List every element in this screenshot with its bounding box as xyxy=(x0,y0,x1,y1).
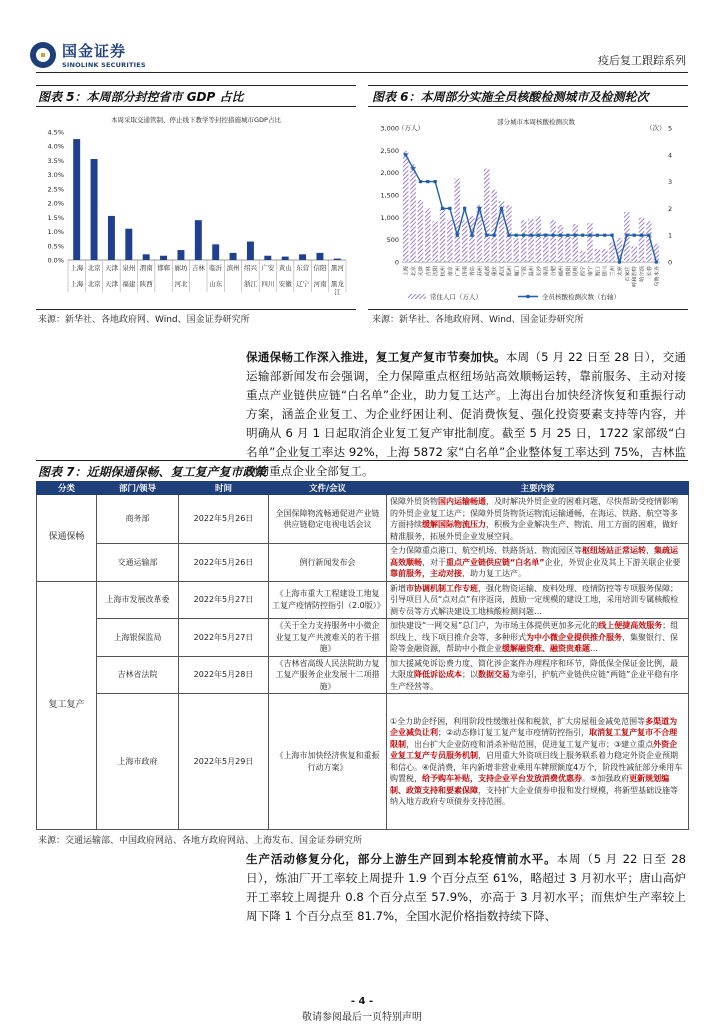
highlight-text: 市协调机制工作专班 xyxy=(406,583,478,593)
highlight-text: 靠前服务，主动对接 xyxy=(390,569,462,578)
x-tick-label: 重庆 xyxy=(492,266,499,277)
content-text: ；②动态修订复工复产复市疫情防控指引， xyxy=(438,728,590,737)
x-tick-label: 南宁 xyxy=(587,266,594,277)
line-point xyxy=(522,234,525,237)
x-tick-label: 合肥 xyxy=(551,266,558,277)
content-text: ；组织线上、线下项目推介会等，多种形式 xyxy=(390,621,679,642)
content-text: ，出台扩大企业防疫和消杀补贴范围，促进复工复产复市；③建立重点 xyxy=(406,739,654,749)
bar xyxy=(440,208,446,262)
y-tick-label: 4.0% xyxy=(47,142,64,151)
table-row xyxy=(37,495,689,544)
x-tick-label: 武汉 xyxy=(499,266,506,277)
date-cell: 2022年5月28日 xyxy=(179,656,269,694)
x-tick-label: 银川 xyxy=(602,266,609,277)
col-header-category: 分类 xyxy=(37,482,97,495)
dept-cell: 上海市发展改革委 xyxy=(97,581,179,619)
line-point xyxy=(574,234,577,237)
date-cell: 2022年5月26日 xyxy=(179,544,269,582)
x-tick-label: 渭南 xyxy=(139,264,153,272)
bar xyxy=(558,225,564,262)
y-left-tick-label: 3,000 xyxy=(380,124,399,133)
content-cell xyxy=(387,495,689,544)
bar xyxy=(125,229,132,260)
highlight-text: 缓解融资难、融资贵难题 xyxy=(502,644,590,653)
bar xyxy=(447,220,453,262)
y-left-tick-label: 1,000 xyxy=(380,213,399,222)
y-right-tick-label: 5 xyxy=(668,124,673,133)
bar xyxy=(536,216,542,262)
content-text: ，支持扩大企业债券申报和发行规模，将新型基础设施等纳入地方政府专项债券支持范围。 xyxy=(390,785,678,806)
legend-swatch-bar xyxy=(408,294,426,299)
x-tick-label: 贵阳 xyxy=(565,266,572,277)
x-tick-label: 安徽 xyxy=(278,280,292,288)
y-tick-label: 4.5% xyxy=(47,128,64,137)
x-tick-label: 绍兴 xyxy=(243,264,257,272)
fig5-chart xyxy=(36,108,356,308)
bar xyxy=(108,216,115,260)
fig6-top-rule xyxy=(368,85,688,86)
bar xyxy=(565,235,571,262)
y-right-tick-label: 0 xyxy=(668,258,673,267)
content-text: … xyxy=(590,644,598,653)
content-text: ，对于 xyxy=(422,557,446,567)
line-point xyxy=(515,234,518,237)
x-tick-label: 上海 xyxy=(70,280,84,288)
table-row xyxy=(37,544,689,582)
bar xyxy=(550,220,556,262)
line-point xyxy=(559,234,562,237)
x-tick-label: 吉林 xyxy=(425,266,432,277)
fig6-bottom-rule xyxy=(368,309,688,310)
x-tick-label: 浙江 xyxy=(243,280,257,288)
line-point xyxy=(404,153,407,156)
logo-cn: 国金证券 xyxy=(62,42,127,60)
x-tick-label: 东营 xyxy=(296,264,310,272)
highlight-text: 更新规划编制、政策支持和要素保障 xyxy=(390,774,670,795)
x-tick-label: 成都 xyxy=(484,266,491,277)
fig5-title: 图表 5：本周部分封控省市 GDP 占比 xyxy=(38,90,244,104)
x-tick-label: 温州 xyxy=(529,266,535,277)
doc-cell: 《吉林省高级人民法院助力复工复产服务企业发展十二项措施》 xyxy=(269,656,387,694)
doc-cell: 《上海市重大工程建设工地复工复产疫情防控指引（2.0版）》 xyxy=(269,581,387,619)
x-tick-label: 天津 xyxy=(418,266,425,277)
y-right-tick-label: 1 xyxy=(668,231,673,240)
x-tick-label: 广州 xyxy=(455,266,462,277)
dept-cell: 商务部 xyxy=(97,495,179,544)
policy-table xyxy=(36,481,689,830)
content-cell xyxy=(387,694,689,830)
content-text: ，助力复工达产。 xyxy=(462,569,526,578)
x-tick-label: 河南 xyxy=(313,280,327,288)
bar xyxy=(609,242,615,262)
content-text: 全力保障重点港口、航空机场、铁路货站、物流园区等 xyxy=(390,546,582,555)
line-point xyxy=(603,234,606,237)
fig7-title: 图表 7：近期保通保畅、复工复产复市政策 xyxy=(38,465,267,479)
x-tick-label: 北京 xyxy=(411,266,418,277)
bar xyxy=(418,200,424,262)
bar xyxy=(587,223,593,262)
x-tick-label: 西宁 xyxy=(580,266,587,277)
highlight-text: 集疏运高效顺畅 xyxy=(390,546,678,567)
dept-cell: 上海市政府 xyxy=(97,694,179,830)
y-tick-label: 3.0% xyxy=(47,171,64,180)
content-text: ①全力助企纾困，利用阶段性缓缴社保和税款，扩大房屋租金减免范围等 xyxy=(390,716,646,726)
x-tick-label: 南京 xyxy=(447,266,454,277)
fig6-title: 图表 6：本周部分实施全员核酸检测城市及检测轮次 xyxy=(372,90,649,104)
line-point xyxy=(618,260,621,263)
fig5-source: 来源：新华社、各地政府网、Wind、国金证券研究所 xyxy=(38,315,250,325)
x-tick-label: 泉州 xyxy=(122,264,136,272)
x-tick-label: 石家庄 xyxy=(624,266,631,282)
x-tick-label: 山东 xyxy=(209,280,223,288)
highlight-text: 线上便捷高效服务 xyxy=(598,621,663,630)
x-tick-label: 广安 xyxy=(261,264,275,272)
highlight-text: 多渠道为企业减负让利 xyxy=(390,716,678,737)
bar xyxy=(572,224,578,262)
content-cell xyxy=(387,619,689,657)
line-point xyxy=(478,207,481,210)
x-tick-label: 北京 xyxy=(87,280,101,288)
x-tick-label: 济南 xyxy=(462,266,469,277)
line-point xyxy=(456,234,459,237)
legend-label: 全员核酸检测次数（右轴） xyxy=(542,293,620,301)
x-tick-label: 青岛 xyxy=(470,266,477,277)
x-tick-label: 苏州 xyxy=(477,266,484,277)
highlight-text: 降低诉讼成本 xyxy=(414,670,462,679)
bar xyxy=(513,238,519,262)
company-logo xyxy=(30,40,146,69)
bar xyxy=(195,220,202,260)
bar xyxy=(580,251,586,262)
x-tick-label: 四川 xyxy=(261,280,275,288)
y-right-tick-label: 4 xyxy=(668,151,673,160)
bar xyxy=(425,208,431,262)
line-point xyxy=(426,180,429,183)
content-text: ，集聚银行、保险等金融资源，帮助中小微企业 xyxy=(390,632,678,653)
logo-en: SINOLINK SECURITIES xyxy=(62,61,146,69)
x-tick-label: 上海 xyxy=(70,264,84,272)
content-text: ；以 xyxy=(462,670,478,679)
x-tick-label: 信阳 xyxy=(313,264,327,272)
header-rule xyxy=(36,72,688,73)
bar xyxy=(282,257,289,260)
line-point xyxy=(507,234,510,237)
table-row xyxy=(37,694,689,830)
x-tick-label: 滨州 xyxy=(226,264,240,272)
highlight-text: 数据交易 xyxy=(478,670,510,679)
x-tick-label: 长沙 xyxy=(536,266,543,277)
line-point xyxy=(552,234,555,237)
doc-cell: 例行新闻发布会 xyxy=(269,544,387,582)
paragraph-1-text: 本周（5 月 22 日至 28 日），交通运输部新闻发布会强调，全力保障重点枢纽场站高效顺畅运转，靠前服务、主动对接重点产业链供应链“白名单”企业，助力复工达产。上海出台加快经济恢复和重振行动方案，涵盖企业复工、为企业纾困让利、促消费恢复、强化投资要素支持等内容，并明确从 6 月 1 日起取消企业复工复产审批制度。截至 5 月 25 日，1722 家部级“白名单”企业复工率达 92%，上海 5872 家“白名单”企业整体复工率达到 75%，吉林监测的重点企业全部复工。 xyxy=(246,350,686,478)
x-tick-label: 陕西 xyxy=(139,280,153,288)
date-cell: 2022年5月27日 xyxy=(179,619,269,657)
line-point xyxy=(434,180,437,183)
y-tick-label: 2.0% xyxy=(47,199,64,208)
fig6-source: 来源：新华社、各地政府网、Wind、国金证券研究所 xyxy=(372,315,584,325)
x-tick-label: 黄山 xyxy=(278,264,292,272)
line-point xyxy=(411,167,414,170)
line-point xyxy=(655,260,658,263)
bar xyxy=(212,244,219,260)
fig7-top-rule xyxy=(36,460,688,461)
line-point xyxy=(448,207,451,210)
bar xyxy=(595,249,601,262)
legend-swatch-point xyxy=(526,295,529,298)
disclaimer-note: 敬请参阅最后一页特别声明 xyxy=(302,1012,422,1023)
content-text: 为牵引，护航产业链供应链“两链”企业平稳有序生产经营等。 xyxy=(390,670,679,691)
y-tick-label: 3.5% xyxy=(47,156,64,165)
bar xyxy=(631,246,637,262)
x-tick-label: 河北 xyxy=(174,280,188,288)
y-right-tick-label: 3 xyxy=(668,178,673,187)
y-left-tick-label: 500 xyxy=(386,236,399,245)
right-unit: （次） xyxy=(646,124,666,132)
bar xyxy=(230,253,237,260)
chart-title: 本周采取交通管制、停止线下教学等封控措施城市GDP占比 xyxy=(111,116,281,124)
col-header-dept: 部门/领导 xyxy=(97,482,179,495)
bar xyxy=(469,216,475,262)
paragraph-2-text: 本周（5 月 22 日至 28 日），炼油厂开工率较上周提升 1.9 个百分点至 61%，略超过 3 月初水平；唐山高炉开工率较上周提升 0.8 个百分点至 57.9%，亦高于 3 月初水平；而焦炉生产率较上周下降 1 个百分点至 81.7%，全国水泥价格指数持续下降、 xyxy=(246,852,686,923)
x-tick-label: 兰州 xyxy=(610,266,617,277)
line-point xyxy=(625,234,628,237)
line-point xyxy=(581,234,584,237)
content-text: ，强化物资运输、废料处理、疫情防控等专项服务保障；引导项目人员“点对点”有序返岗，鼓励一定规模的建设工地，采用培训专属核酸检测专员等方式解决建设工地核酸检测问题… xyxy=(390,583,679,616)
line-point xyxy=(529,234,532,237)
dept-cell: 吉林省法院 xyxy=(97,656,179,694)
doc-cell: 《上海市加快经济恢复和重振行动方案》 xyxy=(269,694,387,830)
fig5-bottom-rule xyxy=(36,309,356,310)
x-tick-label: 上海 xyxy=(403,266,410,277)
bar xyxy=(247,242,254,260)
col-header-date: 时间 xyxy=(179,482,269,495)
y-tick-label: 1.0% xyxy=(47,228,64,237)
chart-title: 部分城市本周核酸检测次数 xyxy=(497,118,575,126)
line-point xyxy=(537,234,540,237)
line-point xyxy=(485,234,488,237)
x-tick-label: 黑河 xyxy=(330,264,344,272)
highlight-text: 缓解国际物流压力 xyxy=(422,520,486,529)
y-tick-label: 1.5% xyxy=(47,213,64,222)
highlight-text: 取消复工复产复市不合理限制 xyxy=(390,728,678,749)
bar xyxy=(432,221,438,262)
content-cell xyxy=(387,544,689,582)
paragraph-1 xyxy=(246,348,686,481)
x-tick-label: 福州 xyxy=(558,266,565,277)
page-number: - 4 - xyxy=(350,996,374,1007)
x-tick-label: 临沂 xyxy=(209,264,223,272)
y-tick-label: 0.5% xyxy=(47,242,64,251)
bar xyxy=(543,233,549,262)
content-text: ，积极为企业解决生产、物流、用工方面的困难，做好精准服务，拓展外贸企业发展空间。 xyxy=(390,520,678,541)
bar xyxy=(410,164,416,262)
table-row xyxy=(37,619,689,657)
content-text: 加快建设“一网交易”总门户，为市场主体提供更加多元化的 xyxy=(390,621,599,630)
highlight-text: 外资企业复工复产专员服务机制 xyxy=(390,739,678,760)
x-tick-label: 廊坊 xyxy=(174,264,188,272)
highlight-text: 国内运输畅通 xyxy=(438,497,486,506)
highlight-text: 枢纽场站正常运转 xyxy=(582,546,646,555)
line-point xyxy=(500,207,503,210)
y-right-tick-label: 2 xyxy=(668,204,673,213)
paragraph-1-lead: 保通保畅工作深入推进，复工复产复市节奏加快。 xyxy=(246,350,506,364)
page-header xyxy=(0,0,724,80)
left-unit: （万人） xyxy=(398,124,424,132)
bar xyxy=(484,169,490,262)
content-cell xyxy=(387,581,689,619)
fig5-top-rule xyxy=(36,85,356,86)
bar xyxy=(639,218,645,262)
category-cell: 保通保畅 xyxy=(37,495,97,582)
bar xyxy=(299,254,306,260)
dept-cell: 上海银保监局 xyxy=(97,619,179,657)
content-text: 企业，外贸企业及其上下游关联企业要 xyxy=(544,557,681,567)
bar xyxy=(528,219,534,262)
bar xyxy=(73,139,80,260)
doc-cell: 《关于全力支持服务中小微企业复工复产共渡难关的若干措施》 xyxy=(269,619,387,657)
report-series: 疫后复工跟踪系列 xyxy=(598,54,686,67)
table-row xyxy=(37,656,689,694)
y-left-tick-label: 2,500 xyxy=(380,146,399,155)
logo-icon xyxy=(30,42,56,68)
fig6-chart xyxy=(368,108,688,308)
content-text: ，及时解决外贸企业的困难问题，尽快帮助受疫情影响的外贸企业复工达产；保障外贸货物货运物流运输通畅，在海运、铁路、航空等多方面持续 xyxy=(390,497,678,529)
y-left-tick-label: 1,500 xyxy=(380,191,399,200)
y-left-tick-label: 0 xyxy=(394,258,399,267)
bar xyxy=(177,250,184,260)
x-tick-label: 宁波 xyxy=(521,266,528,277)
line-point xyxy=(463,207,466,210)
x-tick-label: 昆明 xyxy=(573,266,580,277)
x-tick-label: 杭州 xyxy=(440,266,447,277)
x-tick-label: 沈阳 xyxy=(433,266,440,277)
line-point xyxy=(596,234,599,237)
line-point xyxy=(566,234,569,237)
y-tick-label: 0.0% xyxy=(47,256,64,265)
content-text: 新增 xyxy=(390,583,406,593)
policy-table-header xyxy=(37,482,689,495)
x-tick-label: 福建 xyxy=(122,280,136,288)
content-text: 加大援减免诉讼费力度、简化涉企案件办理程序和环节，降低保全保证金比例，最大限度 xyxy=(390,658,678,679)
line-point xyxy=(647,234,650,237)
x-tick-label: 长春 xyxy=(646,266,653,277)
line-point xyxy=(470,234,473,237)
content-text: 保障外贸货物 xyxy=(390,497,438,506)
date-cell: 2022年5月27日 xyxy=(179,581,269,619)
highlight-text: 为中小微企业提供推介服务 xyxy=(526,632,622,642)
line-point xyxy=(610,234,613,237)
x-tick-label: 呼和浩特 xyxy=(632,266,639,287)
fig5-title-rule xyxy=(36,106,356,107)
x-tick-label: 哈尔滨 xyxy=(639,266,646,282)
x-tick-label: 南昌 xyxy=(543,266,550,277)
bar xyxy=(521,220,527,262)
x-tick-label: 辽宁 xyxy=(296,280,310,288)
line-point xyxy=(493,234,496,237)
category-cell: 复工复产 xyxy=(37,581,97,830)
bar xyxy=(91,159,98,260)
col-header-content: 主要内容 xyxy=(387,482,689,495)
x-tick-label: 北京 xyxy=(87,264,101,272)
bar xyxy=(316,253,323,260)
bar xyxy=(160,256,167,260)
line-point xyxy=(633,234,636,237)
paragraph-2 xyxy=(246,850,686,926)
line-point xyxy=(441,207,444,210)
doc-cell: 全国保障物流畅通促进产业链供应链稳定电视电话会议 xyxy=(269,495,387,544)
dept-cell: 交通运输部 xyxy=(97,544,179,582)
x-tick-label: 郑州 xyxy=(506,266,513,277)
fig7-source: 来源：交通运输部、中国政府网站、各地方政府网站、上海发布、国金证券研究所 xyxy=(38,836,363,846)
paragraph-2-lead: 生产活动修复分化，部分上游生产回到本轮疫情前水平。 xyxy=(246,852,557,866)
y-tick-label: 2.5% xyxy=(47,185,64,194)
x-tick-label: 黑龙江 xyxy=(330,280,344,296)
x-tick-label: 太原 xyxy=(617,266,624,277)
x-tick-label: 海口 xyxy=(595,266,602,277)
content-text: ， xyxy=(646,546,654,555)
content-text: ，启用重大外资项目线上服务联系着力稳定外资企业预期和信心。④促消费，年内新增非营业乘用车牌照额度4万个，阶段性减征部分乘用车购置税， xyxy=(390,751,683,783)
x-tick-label: 吉林 xyxy=(191,264,205,272)
line-point xyxy=(419,180,422,183)
content-text: 。⑤加强政府 xyxy=(582,774,630,783)
legend-label: 常住人口（万人） xyxy=(430,293,482,301)
table-row xyxy=(37,581,689,619)
y-left-tick-label: 2,000 xyxy=(380,169,399,178)
bar xyxy=(403,151,409,262)
bar xyxy=(454,178,460,262)
bar xyxy=(143,254,150,260)
x-tick-label: 邯郸 xyxy=(157,264,171,272)
highlight-text: 给予购车补贴，支持企业平台发放消费优惠券 xyxy=(422,774,582,783)
x-tick-label: 天津 xyxy=(104,280,118,288)
bar xyxy=(462,220,468,262)
x-tick-label: 厦门 xyxy=(514,266,521,277)
bar xyxy=(334,259,341,260)
fig6-title-rule xyxy=(368,106,688,107)
x-tick-label: 乌鲁木齐 xyxy=(654,266,661,287)
content-cell xyxy=(387,656,689,694)
x-tick-label: 天津 xyxy=(104,264,118,272)
bar xyxy=(617,238,623,262)
line-point xyxy=(640,234,643,237)
col-header-doc: 文件/会议 xyxy=(269,482,387,495)
date-cell: 2022年5月26日 xyxy=(179,495,269,544)
highlight-text: 重点产业链供应链“白名单” xyxy=(446,557,545,567)
line-point xyxy=(544,234,547,237)
bar xyxy=(602,249,608,262)
line-point xyxy=(588,234,591,237)
bar xyxy=(264,256,271,260)
date-cell: 2022年5月29日 xyxy=(179,694,269,830)
